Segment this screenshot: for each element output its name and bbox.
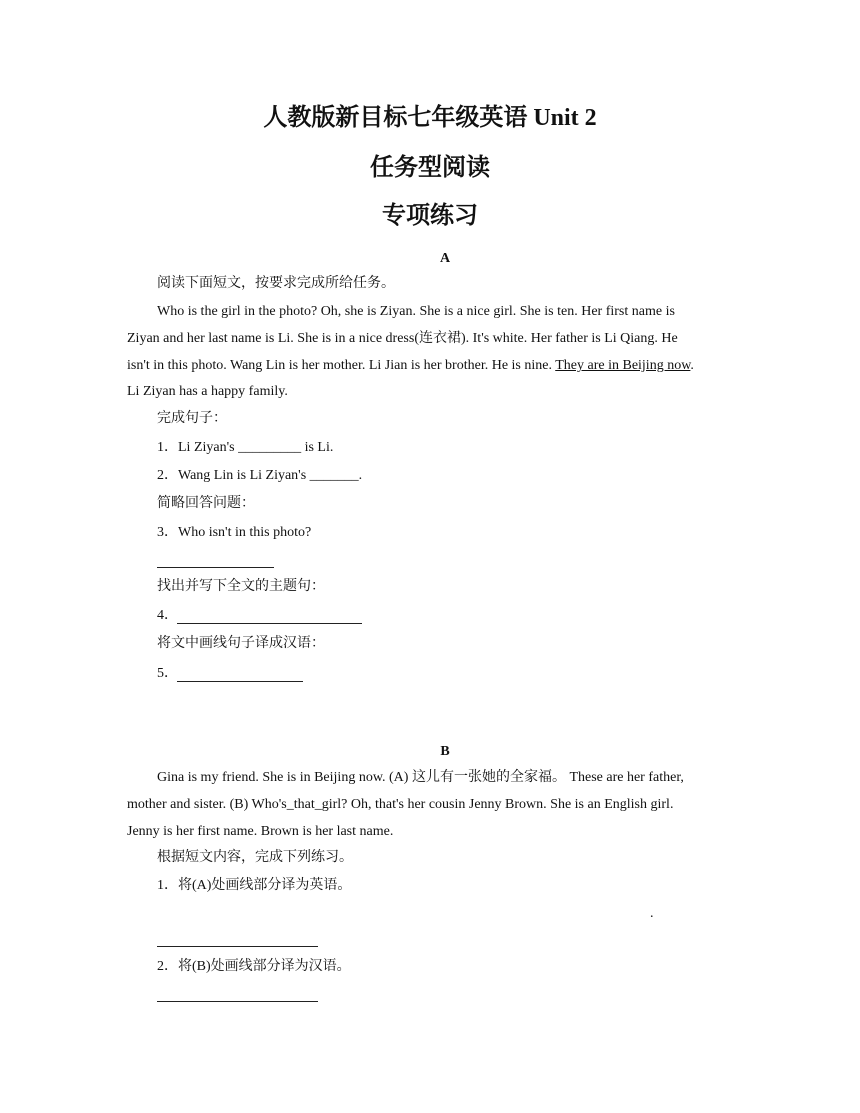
answer-line-a-5[interactable] bbox=[177, 681, 303, 682]
section-b-instruction: 根据短文内容，完成下列练习。 bbox=[157, 850, 353, 865]
answer-line-a-4[interactable] bbox=[177, 623, 362, 624]
answer-blank-a-1[interactable]: _________ bbox=[238, 440, 302, 455]
part-heading-translate: 将文中画线句子译成汉语： bbox=[157, 636, 325, 651]
passage-a-line-3 bbox=[127, 357, 694, 375]
question-a-1-text: 1．Li Ziyan's bbox=[157, 440, 239, 455]
question-a-1-end: is Li. bbox=[301, 440, 334, 455]
document-subtitle: 任务型阅读 bbox=[370, 155, 490, 181]
question-a-3: 3．Who isn't in this photo? bbox=[157, 525, 312, 540]
passage-a-line-2: Ziyan and her last name is Li. She is in a nice dress(连衣裙). It's white. Her father is Li Qiang. He bbox=[127, 331, 678, 346]
answer-line-b-1[interactable] bbox=[157, 946, 318, 947]
part-heading-topic-sentence: 找出并写下全文的主题句： bbox=[157, 579, 325, 594]
section-a-instruction: 阅读下面短文，按要求完成所给任务。 bbox=[157, 276, 395, 291]
answer-line-a-3[interactable] bbox=[157, 567, 274, 568]
question-b-1-period: . bbox=[650, 906, 654, 921]
part-heading-short-answer: 简略回答问题： bbox=[157, 496, 255, 511]
answer-line-b-2[interactable] bbox=[157, 1001, 318, 1002]
passage-a-line-4: Li Ziyan has a happy family. bbox=[127, 384, 288, 399]
passage-a-line-3-text: isn't in this photo. Wang Lin is her mother. Li Jian is her brother. He is nine. bbox=[127, 358, 556, 373]
part-heading-complete-sentences: 完成句子： bbox=[157, 411, 227, 426]
passage-a-line-3-end: . bbox=[690, 358, 694, 373]
question-a-2-text: 2．Wang Lin is Li Ziyan's bbox=[157, 468, 310, 483]
passage-b-line-1: Gina is my friend. She is in Beijing now. (A) 这儿有一张她的全家福。 These are her father, bbox=[157, 770, 684, 785]
passage-b-line-3: Jenny is her first name. Brown is her last name. bbox=[127, 824, 394, 839]
section-b-label: B bbox=[440, 744, 450, 759]
document-title: 人教版新目标七年级英语 Unit 2 bbox=[263, 105, 597, 131]
question-a-1 bbox=[157, 439, 333, 457]
passage-b-line-2: mother and sister. (B) Who's_that_girl? Oh, that's her cousin Jenny Brown. She is an English girl. bbox=[127, 797, 674, 812]
question-b-1: 1．将(A)处画线部分译为英语。 bbox=[157, 878, 352, 893]
question-a-4: 4． bbox=[157, 608, 178, 623]
document-subtitle-2: 专项练习 bbox=[382, 203, 478, 229]
passage-a-line-1: Who is the girl in the photo? Oh, she is Ziyan. She is a nice girl. She is ten. Her first name is bbox=[157, 304, 675, 319]
question-a-2-end: . bbox=[358, 468, 363, 483]
question-a-5: 5． bbox=[157, 666, 178, 681]
answer-blank-a-2[interactable]: _______ bbox=[309, 468, 359, 483]
question-a-2 bbox=[157, 467, 362, 485]
section-a-label: A bbox=[439, 251, 451, 266]
question-b-2: 2．将(B)处画线部分译为汉语。 bbox=[157, 959, 351, 974]
underlined-sentence: They are in Beijing now bbox=[555, 358, 691, 373]
